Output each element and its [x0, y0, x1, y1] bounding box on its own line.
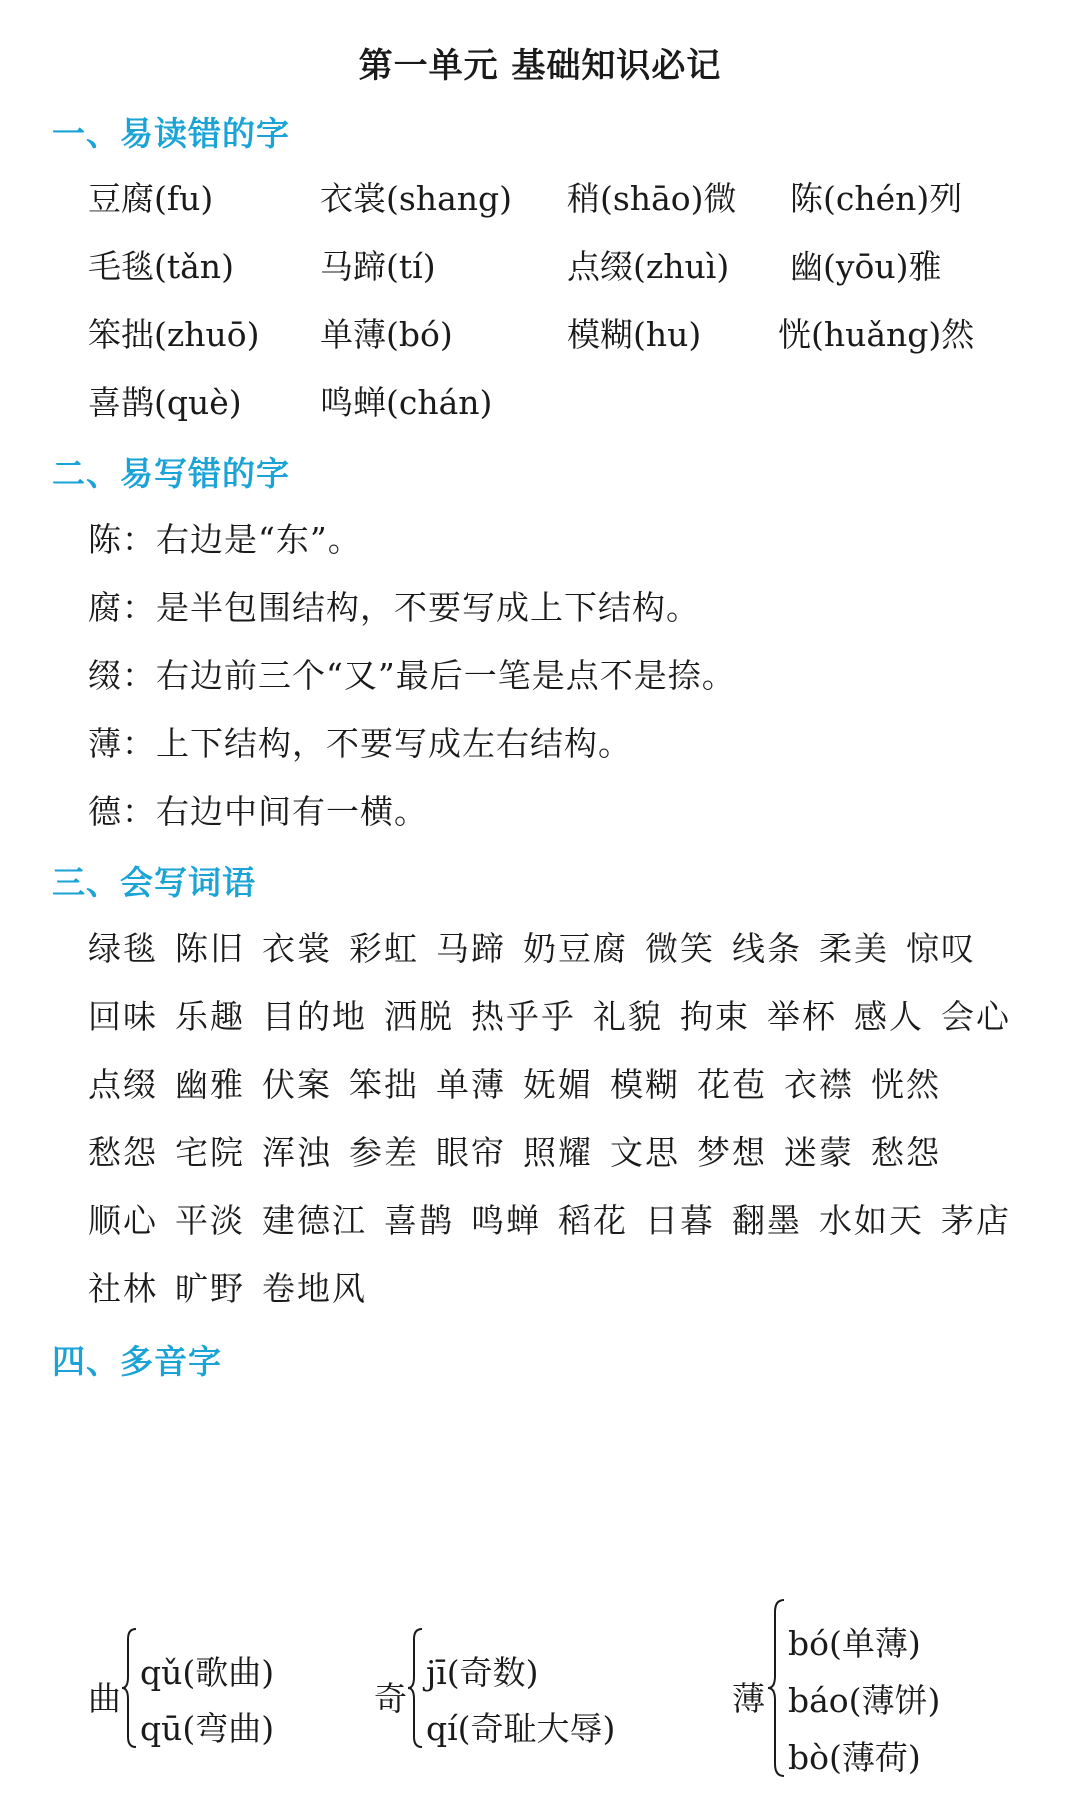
misread-word: 模糊(hu)	[567, 315, 702, 354]
note-char: 德	[88, 792, 122, 831]
vocab-word: 茅店	[941, 1201, 1011, 1240]
misread-word: 衣裳(shang)	[320, 179, 512, 218]
note-text: 右边中间有一横。	[156, 792, 428, 831]
vocab-word: 鸣蝉	[471, 1201, 541, 1240]
vocab-row	[88, 1059, 941, 1106]
vocab-word: 建德江	[262, 1201, 367, 1240]
misread-word: 单薄(bó)	[320, 315, 453, 354]
note-separator: ：	[122, 792, 156, 831]
polyphone-char: 薄	[732, 1679, 765, 1718]
vocab-word: 热乎乎	[471, 997, 576, 1036]
vocab-word: 顺心	[88, 1201, 158, 1240]
misread-word: 稍(shāo)微	[567, 179, 737, 218]
writing-note	[88, 514, 362, 561]
vocab-word: 参差	[349, 1133, 419, 1172]
vocab-word: 马蹄	[436, 929, 506, 968]
vocab-word: 日暮	[645, 1201, 715, 1240]
vocab-word: 翻墨	[732, 1201, 802, 1240]
vocab-word: 微笑	[645, 929, 715, 968]
polyphone-reading: qū(弯曲)	[140, 1709, 275, 1748]
note-text: 是半包围结构，不要写成上下结构。	[156, 588, 700, 627]
vocab-word: 目的地	[262, 997, 367, 1036]
brace-icon	[406, 1627, 424, 1749]
misread-word: 毛毯(tǎn)	[88, 247, 234, 286]
vocab-word: 会心	[941, 997, 1011, 1036]
vocab-word: 衣裳	[262, 929, 332, 968]
polyphone-char: 奇	[374, 1679, 407, 1718]
section-heading-polyphone: 四、多音字	[52, 1342, 222, 1381]
misread-word: 笨拙(zhuō)	[88, 315, 260, 354]
vocab-word: 模糊	[610, 1065, 680, 1104]
vocab-row	[88, 1195, 1011, 1242]
vocab-word: 恍然	[871, 1065, 941, 1104]
vocab-word: 线条	[732, 929, 802, 968]
note-separator: ：	[122, 520, 156, 559]
misread-word: 幽(yōu)雅	[790, 247, 942, 286]
polyphone-reading: jī(奇数)	[426, 1653, 539, 1692]
vocab-word: 宅院	[175, 1133, 245, 1172]
vocab-word: 水如天	[819, 1201, 924, 1240]
misread-word: 点缀(zhuì)	[567, 247, 730, 286]
vocab-word: 回味	[88, 997, 158, 1036]
polyphone-reading: bó(单薄)	[788, 1624, 921, 1663]
note-text: 上下结构，不要写成左右结构。	[156, 724, 632, 763]
misread-word: 马蹄(tí)	[320, 247, 436, 286]
polyphone-reading: qí(奇耻大辱)	[426, 1709, 616, 1748]
vocab-word: 喜鹊	[384, 1201, 454, 1240]
section-heading-miswrite: 二、易写错的字	[52, 454, 290, 493]
vocab-word: 单薄	[436, 1065, 506, 1104]
note-separator: ：	[122, 724, 156, 763]
misread-word: 恍(huǎng)然	[778, 315, 975, 354]
vocab-row	[88, 923, 976, 970]
vocab-row	[88, 1263, 367, 1310]
vocab-word: 浑浊	[262, 1133, 332, 1172]
writing-note	[88, 650, 736, 697]
vocab-word: 照耀	[523, 1133, 593, 1172]
polyphone-reading: báo(薄饼)	[788, 1681, 941, 1720]
writing-note	[88, 582, 700, 629]
polyphone-reading: qǔ(歌曲)	[140, 1653, 275, 1692]
vocab-word: 奶豆腐	[523, 929, 628, 968]
vocab-word: 愁怨	[871, 1133, 941, 1172]
vocab-word: 社林	[88, 1269, 158, 1308]
misread-word: 陈(chén)列	[790, 179, 963, 218]
vocab-word: 旷野	[175, 1269, 245, 1308]
vocab-word: 拘束	[680, 997, 750, 1036]
vocab-word: 礼貌	[593, 997, 663, 1036]
brace-icon	[120, 1627, 138, 1749]
vocab-word: 惊叹	[906, 929, 976, 968]
writing-note	[88, 718, 632, 765]
vocab-word: 感人	[854, 997, 924, 1036]
vocab-word: 笨拙	[349, 1065, 419, 1104]
vocab-word: 平淡	[175, 1201, 245, 1240]
vocab-word: 点缀	[88, 1065, 158, 1104]
brace-icon	[766, 1598, 786, 1778]
section-heading-misread: 一、易读错的字	[52, 114, 290, 153]
vocab-word: 陈旧	[175, 929, 245, 968]
misread-word: 豆腐(fu)	[88, 179, 214, 218]
misread-word: 喜鹊(què)	[88, 383, 242, 422]
note-char: 腐	[88, 588, 122, 627]
note-separator: ：	[122, 656, 156, 695]
polyphone-reading: bò(薄荷)	[788, 1738, 921, 1777]
vocab-word: 洒脱	[384, 997, 454, 1036]
vocab-word: 乐趣	[175, 997, 245, 1036]
note-text: 右边前三个“又”最后一笔是点不是捺。	[156, 656, 736, 695]
note-separator: ：	[122, 588, 156, 627]
note-text: 右边是“东”。	[156, 520, 362, 559]
writing-note	[88, 786, 428, 833]
vocab-word: 迷蒙	[784, 1133, 854, 1172]
vocab-word: 眼帘	[436, 1133, 506, 1172]
page-title: 第一单元 基础知识必记	[358, 46, 722, 86]
note-char: 薄	[88, 724, 122, 763]
polyphone-char: 曲	[88, 1679, 121, 1718]
vocab-word: 妩媚	[523, 1065, 593, 1104]
vocab-word: 稻花	[558, 1201, 628, 1240]
section-heading-vocab: 三、会写词语	[52, 863, 256, 902]
vocab-word: 卷地风	[262, 1269, 367, 1308]
vocab-row	[88, 1127, 941, 1174]
vocab-word: 柔美	[819, 929, 889, 968]
misread-word: 鸣蝉(chán)	[320, 383, 493, 422]
vocab-word: 衣襟	[784, 1065, 854, 1104]
vocab-word: 梦想	[697, 1133, 767, 1172]
vocab-row	[88, 991, 1011, 1038]
vocab-word: 绿毯	[88, 929, 158, 968]
note-char: 缀	[88, 656, 122, 695]
vocab-word: 文思	[610, 1133, 680, 1172]
vocab-word: 彩虹	[349, 929, 419, 968]
vocab-word: 愁怨	[88, 1133, 158, 1172]
vocab-word: 花苞	[697, 1065, 767, 1104]
vocab-word: 伏案	[262, 1065, 332, 1104]
vocab-word: 幽雅	[175, 1065, 245, 1104]
note-char: 陈	[88, 520, 122, 559]
vocab-word: 举杯	[767, 997, 837, 1036]
